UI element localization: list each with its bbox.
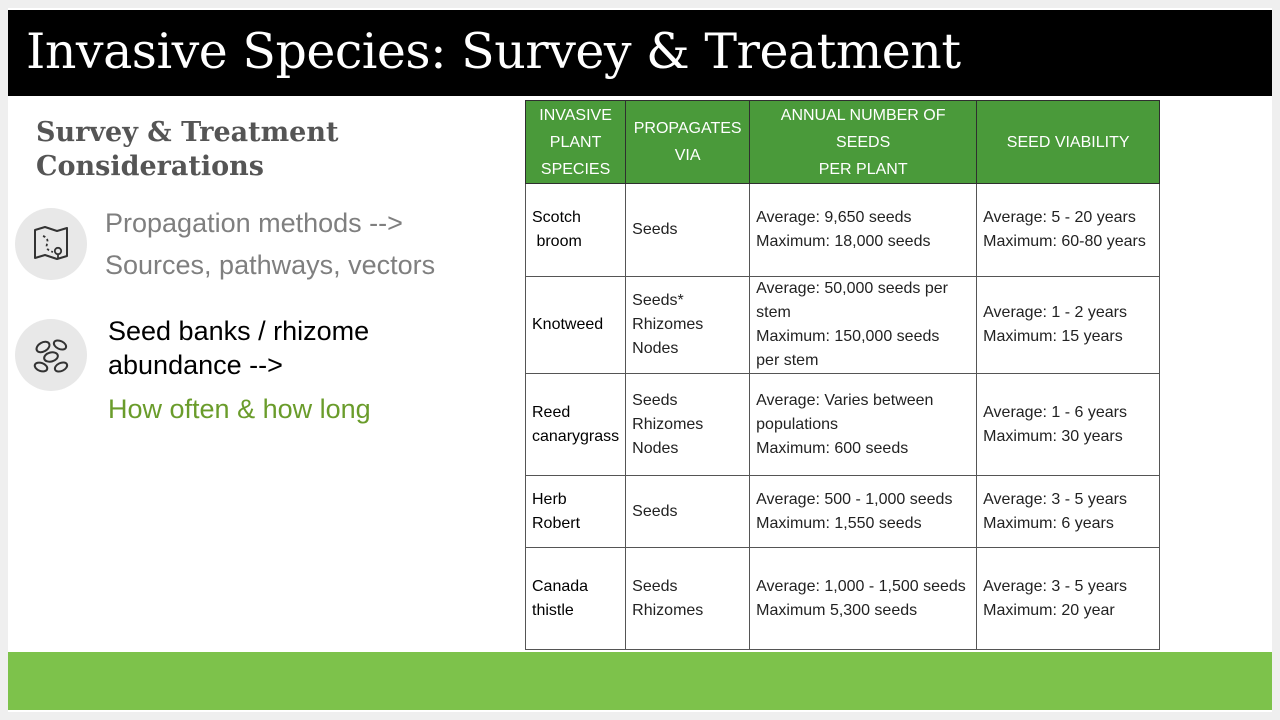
bullet-highlight: How often & how long [108,394,371,424]
viability-cell: Average: 1 - 2 years Maximum: 15 years [977,277,1160,374]
bullet-1-line-2: Sources, pathways, vectors [105,250,436,280]
bullet-2-line-2: abundance --> [108,350,283,380]
propagation-cell: Seeds* Rhizomes Nodes [626,277,750,374]
seeds-cell: Average: 50,000 seeds per stem Maximum: 150,000 seeds per stem [750,277,977,374]
species-cell: Herb Robert [526,476,626,548]
propagation-cell: Seeds [626,476,750,548]
seeds-cell: Average: 9,650 seeds Maximum: 18,000 seeds [750,184,977,277]
slide-title: Invasive Species: Survey & Treatment [26,23,961,80]
table-row [526,277,1160,374]
bullet-1-line-1: Propagation methods --> [105,208,403,238]
header-propagates: PROPAGATES VIA [626,101,750,184]
header-species: INVASIVE PLANT SPECIES [526,101,626,184]
species-cell: Reed canarygrass [526,374,626,476]
viability-cell: Average: 1 - 6 years Maximum: 30 years [977,374,1160,476]
header-seed-viability: SEED VIABILITY [977,101,1160,184]
table-row [526,476,1160,548]
table-row [526,374,1160,476]
table-row [526,548,1160,650]
table-header-row [526,101,1160,184]
species-cell: Canada thistle [526,548,626,650]
bullet-2-line-1: Seed banks / rhizome [108,316,370,346]
species-cell: Scotch broom [526,184,626,277]
seeds-cell: Average: Varies between populations Maximum: 600 seeds [750,374,977,476]
viability-cell: Average: 3 - 5 years Maximum: 6 years [977,476,1160,548]
seeds-cell: Average: 500 - 1,000 seeds Maximum: 1,550 seeds [750,476,977,548]
propagation-cell: Seeds [626,184,750,277]
viability-cell: Average: 3 - 5 years Maximum: 20 year [977,548,1160,650]
table-row [526,184,1160,277]
bullet-propagation [105,202,435,286]
species-table [525,100,1160,650]
propagation-cell: Seeds Rhizomes Nodes [626,374,750,476]
title-bar [8,10,1272,96]
section-heading-line-2: Considerations [36,151,264,182]
section-heading [36,116,456,184]
viability-cell: Average: 5 - 20 years Maximum: 60-80 years [977,184,1160,277]
map-icon [31,224,71,264]
seeds-icon-circle [15,319,87,391]
map-icon-circle [15,208,87,280]
header-annual-seeds: ANNUAL NUMBER OF SEEDS PER PLANT [750,101,977,184]
slide [8,8,1272,712]
seeds-icon [31,335,71,375]
seeds-cell: Average: 1,000 - 1,500 seeds Maximum 5,300 seeds [750,548,977,650]
section-heading-line-1: Survey & Treatment [36,117,339,148]
species-cell: Knotweed [526,277,626,374]
bottom-band [8,652,1272,710]
propagation-cell: Seeds Rhizomes [626,548,750,650]
bullet-seed-banks [108,314,369,382]
